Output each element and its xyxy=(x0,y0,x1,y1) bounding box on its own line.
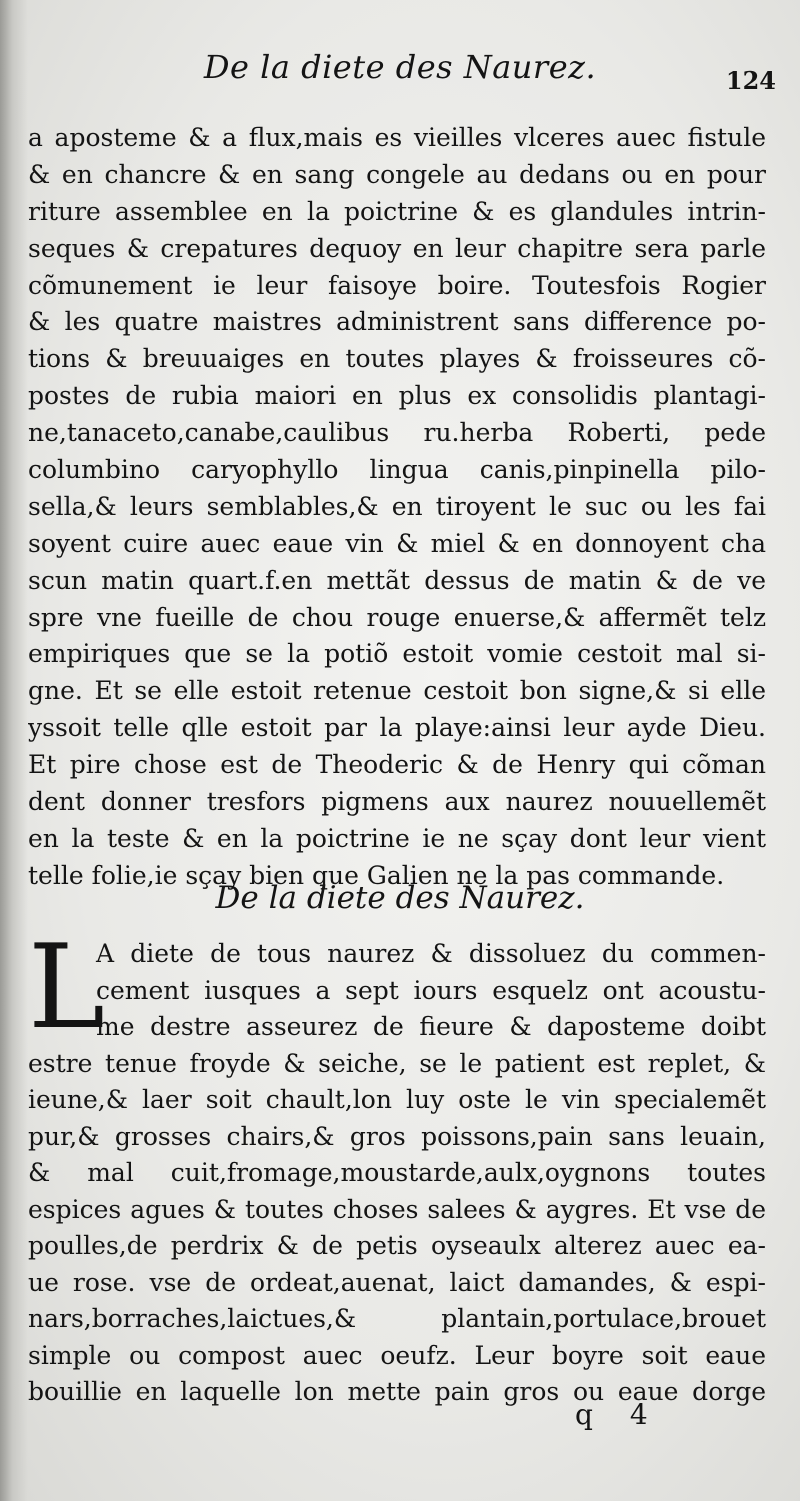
text-line: soyent cuire auec eaue vin & miel & en donnoyent cha xyxy=(28,528,766,558)
text-line: spre vne fueille de chou rouge enuerse,& affermẽt telz xyxy=(28,602,766,632)
text-line: & en chancre & en sang congele au dedans ou en pour xyxy=(28,159,766,189)
text-line: yssoit telle qlle estoit par la playe:ainsi leur ayde Dieu. xyxy=(28,713,766,743)
text-line: tions & breuuaiges en toutes playes & froisseures cõ- xyxy=(28,344,766,374)
section-heading: De la diete des Naurez. xyxy=(215,880,585,916)
text-line: Et pire chose est de Theoderic & de Henry qui cõman xyxy=(28,750,766,780)
text-line: pur,& grosses chairs,& gros poissons,pain sans leuain, xyxy=(28,1121,766,1151)
text-line: estre tenue froyde & seiche, se le patient est replet, & xyxy=(28,1048,766,1078)
page-gutter-shadow xyxy=(0,0,28,1501)
text-line: nars,borraches,laictues,& plantain,portulace,brouet xyxy=(28,1304,766,1333)
text-line: cõmunement ie leur faisoye boire. Toutesfois Rogier xyxy=(28,270,766,300)
text-line: ne,tanaceto,canabe,caulibus ru.herba Roberti, pede xyxy=(28,418,766,448)
text-line: & les quatre maistres administrent sans difference po- xyxy=(28,307,766,337)
text-line: telle folie,ie sçay bien que Galien ne la pas commande. xyxy=(28,860,725,890)
text-line: empiriques que se la potiõ estoit vomie cestoit mal si- xyxy=(28,639,766,669)
text-line: bouillie en laquelle lon mette pain gros ou eaue dorge xyxy=(28,1377,766,1406)
section-text-block xyxy=(28,920,766,1411)
drop-cap-initial: L xyxy=(28,920,106,1055)
body-text-block xyxy=(28,120,766,895)
text-line: ieune,& laer soit chault,lon luy oste le vin specialemẽt xyxy=(28,1085,766,1114)
text-line: cement iusques a sept iours esquelz ont acoustu- xyxy=(96,975,766,1005)
text-line: & mal cuit,fromage,moustarde,aulx,oygnons toutes xyxy=(28,1158,766,1187)
text-line: en la teste & en la poictrine ie ne sçay dont leur vient xyxy=(28,823,766,853)
text-line: riture assemblee en la poictrine & es glandules intrin- xyxy=(28,196,766,226)
text-line: a aposteme & a flux,mais es vieilles vlceres auec fistule xyxy=(28,123,766,152)
text-line: columbino caryophyllo lingua canis,pinpinella pilo- xyxy=(28,455,766,485)
text-line: gne. Et se elle estoit retenue cestoit bon signe,& si elle xyxy=(28,676,766,706)
text-line: seques & crepatures dequoy en leur chapitre sera parle xyxy=(28,233,766,263)
text-line: ue rose. vse de ordeat,auenat, laict damandes, & espi- xyxy=(28,1267,766,1297)
text-line: poulles,de perdrix & de petis oyseaulx alterez auec ea- xyxy=(28,1231,766,1260)
signature-mark: q 4 xyxy=(575,1398,662,1431)
text-line: postes de rubia maiori en plus ex consolidis plantagi- xyxy=(28,381,766,411)
text-line: scun matin quart.f.en mettãt dessus de matin & de ve xyxy=(28,565,766,595)
text-line: me destre asseurez de fieure & daposteme doibt xyxy=(96,1012,766,1041)
text-line: dent donner tresfors pigmens aux naurez nouuellemẽt xyxy=(28,787,766,817)
page-number: 124 xyxy=(725,66,776,95)
running-head: De la diete des Naurez. xyxy=(203,48,597,86)
text-line: sella,& leurs semblables,& en tiroyent le suc ou les fai xyxy=(28,491,766,521)
text-line: espices agues & toutes choses salees & aygres. Et vse de xyxy=(28,1194,766,1224)
text-line: simple ou compost auec oeufz. Leur boyre soit eaue xyxy=(28,1340,766,1370)
text-line: A diete de tous naurez & dissoluez du commen- xyxy=(96,939,766,968)
